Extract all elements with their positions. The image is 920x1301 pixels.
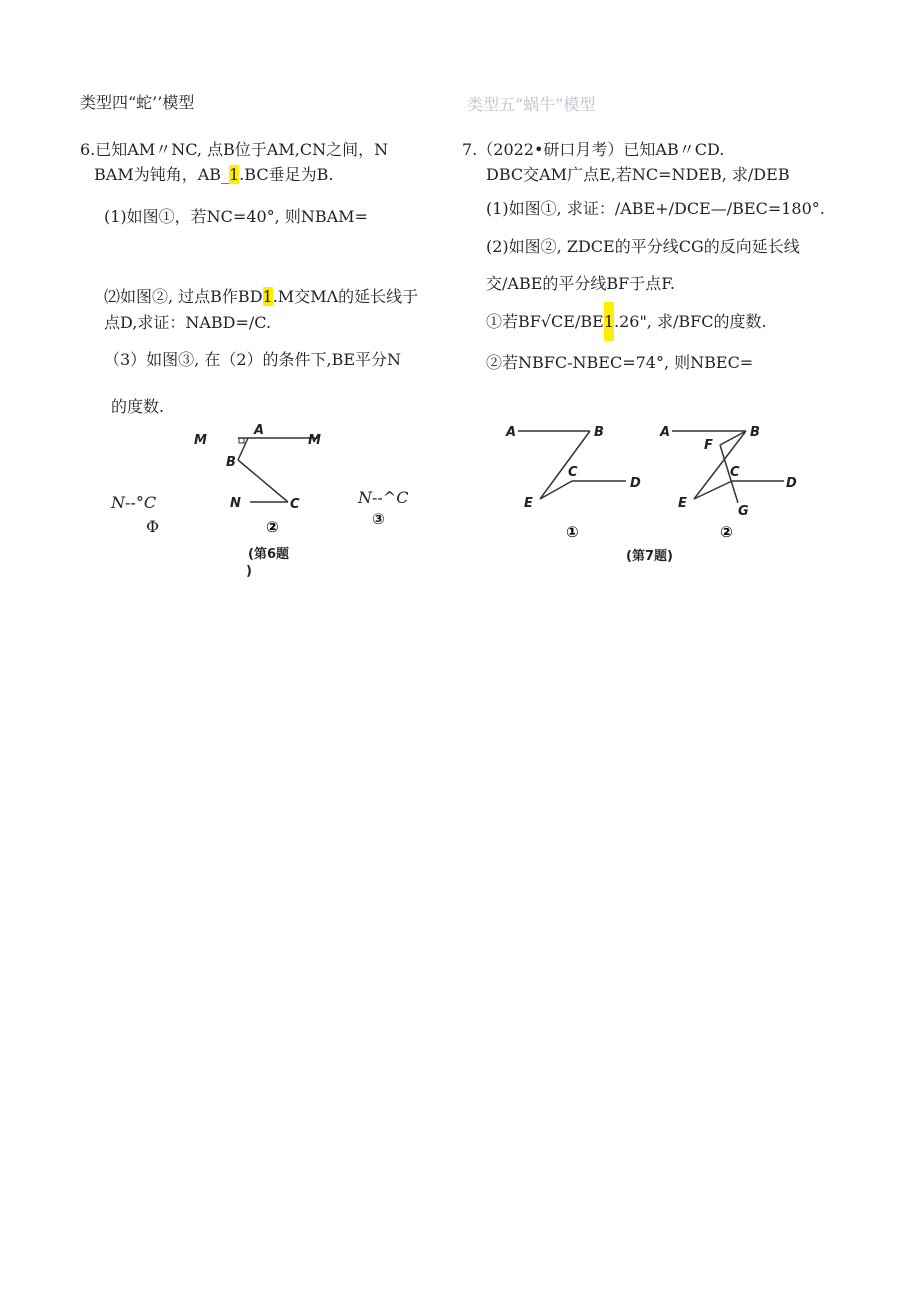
label-A: A (660, 425, 671, 440)
fig7-2-circle: ② (720, 523, 733, 540)
line-EC (694, 481, 732, 499)
label-C: C (290, 497, 300, 512)
line-BC (238, 460, 288, 502)
q6-part2: ⑵如图②, 过点B作BD1.M交MΛ的延长线于 (104, 287, 419, 306)
line-BF (720, 431, 746, 445)
label-E: E (524, 496, 533, 511)
line-EC (540, 481, 572, 499)
label-G: G (738, 504, 749, 519)
q7-sub2: ②若NBFC-NBEC=74°, 则NBEC= (486, 353, 754, 372)
q6-part3-line2: 的度数. (111, 397, 165, 416)
highlight-mark: 1 (229, 165, 240, 184)
label-B: B (226, 455, 236, 470)
label-M1: M (194, 433, 207, 448)
q6-line1: 6.已知AM〃NC, 点B位于AM,CN之间，N (80, 140, 389, 159)
fig6-3-circle: ③ (372, 510, 385, 528)
q6-part1: (1)如图①，若NC=40°, 则NBAM= (104, 207, 368, 226)
q6-part2-line2: 点D,求证：NABD=/C. (104, 313, 272, 332)
fig6-2-circle: ② (266, 518, 279, 535)
label-C: C (568, 465, 578, 480)
fig6-1-circle: Φ (146, 517, 160, 536)
fig6-1-text: N--°C (111, 493, 157, 512)
q7-part2-line2: 交/ABE的平分线BF于点F. (486, 274, 675, 293)
fig7-1-circle: ① (566, 523, 579, 540)
fig7-1-diagram (500, 415, 650, 540)
label-D: D (786, 476, 797, 491)
section-heading-type5: 类型五“蜗牛”模型 (467, 95, 596, 114)
label-F: F (704, 438, 713, 453)
fig6-3-text: N--^C (358, 488, 409, 507)
q6-line2: BAM为钝角，AB_1.BC垂足为B. (94, 165, 334, 184)
highlight-mark: 1 (604, 302, 614, 341)
fig6-caption: (第6题 (248, 547, 289, 562)
q7-line1: 7.（2022•研口月考）已知AB〃CD. (462, 140, 725, 159)
highlight-mark: 1 (262, 287, 273, 306)
label-D: D (630, 476, 641, 491)
label-M2: M (308, 433, 321, 448)
fig7-caption: (第7题) (626, 549, 673, 564)
q7-sub1: ①若BF√CE/BE1.26", 求/BFC的度数. (486, 312, 767, 332)
line-BE (540, 431, 590, 499)
q7-part2: (2)如图②, ZDCE的平分线CG的反向延长线 (486, 237, 800, 256)
q7-part1: (1)如图①, 求证：/ABE+/DCE—/BEC=180°. (486, 199, 825, 218)
label-E: E (678, 496, 687, 511)
fig6-2-diagram (190, 420, 340, 535)
label-B: B (594, 425, 604, 440)
q6-part3: （3）如图③, 在（2）的条件下,BE平分N (104, 350, 402, 369)
q7-line2: DBC交AM广点E,若NC=NDEB, 求/DEB (486, 165, 790, 184)
label-N: N (230, 496, 241, 511)
fig7-2-diagram (654, 415, 804, 540)
label-C: C (730, 465, 740, 480)
label-A: A (254, 423, 265, 438)
fig6-caption-close: ) (246, 564, 252, 579)
label-A: A (506, 425, 517, 440)
section-heading-type4: 类型四“蛇’’模型 (80, 93, 195, 112)
label-B: B (750, 425, 760, 440)
